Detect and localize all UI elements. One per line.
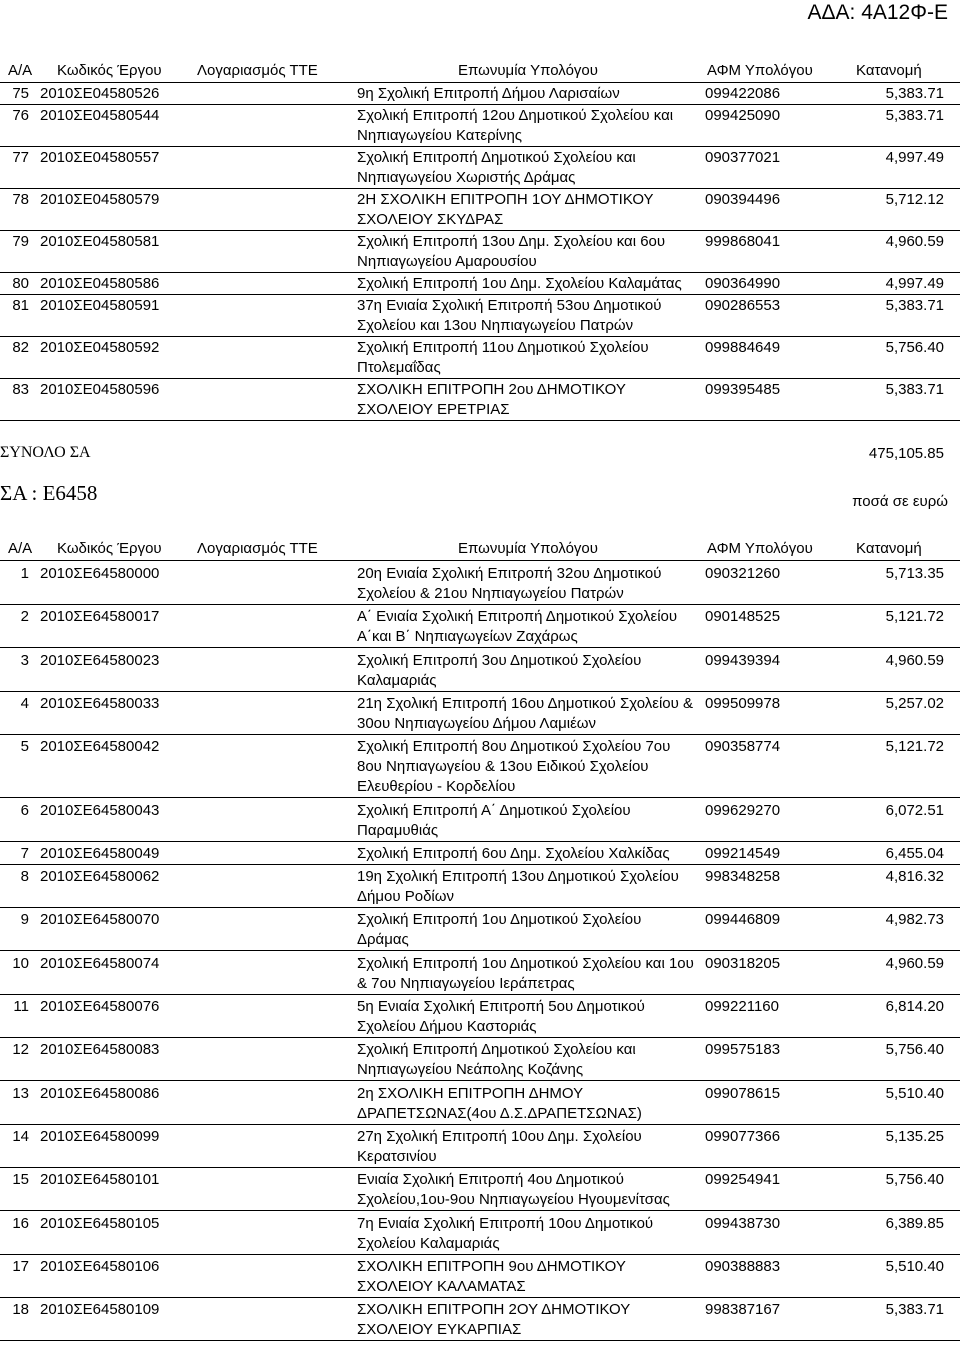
cell-aa: 14 <box>12 1127 29 1145</box>
cell-amount: 5,383.71 <box>885 1301 944 1319</box>
cell-aa: 13 <box>12 1084 29 1102</box>
cell-code: 2010ΣΕ04580557 <box>40 149 160 166</box>
cell-afm: 099446809 <box>705 911 781 929</box>
cell-afm: 099254941 <box>705 1171 781 1189</box>
cell-name-line: Δράμας <box>357 931 409 949</box>
cell-name-line: 20η Ενιαία Σχολική Επιτροπή 32ου Δημοτικού <box>357 565 662 582</box>
cell-afm: 090394496 <box>705 191 781 208</box>
table-row <box>0 1127 960 1168</box>
cell-code: 2010ΣΕ64580023 <box>40 651 160 669</box>
cell-amount: 5,383.71 <box>885 381 944 398</box>
cell-name <box>357 1040 702 1080</box>
cell-afm: 090364990 <box>705 275 781 292</box>
cell-code: 2010ΣΕ04580592 <box>40 339 160 356</box>
table-row <box>0 910 960 951</box>
total-label: ΣΥΝΟΛΟ ΣΑ <box>0 444 91 461</box>
cell-name-line: 2η ΣΧΟΛΙΚΗ ΕΠΙΤΡΟΠΗ ΔΗΜΟΥ <box>357 1084 584 1102</box>
cell-amount: 6,455.04 <box>885 844 944 862</box>
cell-code: 2010ΣΕ64580105 <box>40 1214 160 1232</box>
cell-code: 2010ΣΕ04580586 <box>40 275 160 292</box>
cell-code: 2010ΣΕ64580062 <box>40 868 160 886</box>
cell-amount: 5,756.40 <box>885 1171 944 1189</box>
cell-name-line: Νηπιαγωγείου Αμαρουσίου <box>357 253 537 270</box>
cell-code: 2010ΣΕ64580049 <box>40 844 160 862</box>
table-row <box>0 694 960 735</box>
cell-code: 2010ΣΕ04580596 <box>40 381 160 398</box>
table-row <box>0 844 960 865</box>
cell-name <box>357 84 702 104</box>
header-account: Λογαριασμός ΤΤΕ <box>197 62 318 79</box>
header-afm: ΑΦΜ Υπολόγου <box>707 62 813 79</box>
cell-code: 2010ΣΕ64580017 <box>40 608 160 626</box>
cell-amount: 4,997.49 <box>885 275 944 292</box>
cell-aa: 9 <box>20 911 29 929</box>
cell-afm: 099078615 <box>705 1084 781 1102</box>
cell-code: 2010ΣΕ64580070 <box>40 911 160 929</box>
cell-name <box>357 1214 702 1254</box>
table-row <box>0 106 960 147</box>
cell-name-line: Α΄και Β΄ Νηπιαγωγείων Ζαχάρως <box>357 628 578 646</box>
table-row <box>0 232 960 273</box>
cell-amount: 5,135.25 <box>885 1127 944 1145</box>
cell-aa: 4 <box>20 694 29 712</box>
cell-name-line: Σχολική Επιτροπή 1ου Δημοτικού Σχολείου <box>357 911 642 929</box>
cell-amount: 5,383.71 <box>885 85 944 102</box>
cell-afm: 090358774 <box>705 738 781 756</box>
cell-name-line: & 7ου Νηπιαγωγείου Ιεράπετρας <box>357 974 575 992</box>
cell-name-line: Σχολική Επιτροπή 3ου Δημοτικού Σχολείου <box>357 651 642 669</box>
table-row <box>0 1214 960 1255</box>
cell-name-line: 27η Σχολική Επιτροπή 10ου Δημ. Σχολείου <box>357 1127 642 1145</box>
cell-aa: 77 <box>12 149 29 166</box>
cell-aa: 10 <box>12 954 29 972</box>
cell-name <box>357 296 702 336</box>
cell-name-line: Δήμου Ροδίων <box>357 888 454 906</box>
cell-code: 2010ΣΕ64580000 <box>40 565 160 582</box>
cell-name <box>357 651 702 691</box>
cell-name <box>357 232 702 272</box>
cell-name-line: ΣΧΟΛΕΙΟΥ ΣΚΥΔΡΑΣ <box>357 211 504 228</box>
cell-name <box>357 867 702 907</box>
cell-afm: 090286553 <box>705 297 781 314</box>
table-row <box>0 1084 960 1125</box>
header-amount: Κατανομή <box>856 540 922 557</box>
cell-code: 2010ΣΕ04580544 <box>40 107 160 124</box>
cell-aa: 3 <box>20 651 29 669</box>
cell-afm: 099575183 <box>705 1041 781 1059</box>
header-code: Κωδικός Έργου <box>57 62 162 79</box>
cell-code: 2010ΣΕ64580074 <box>40 954 160 972</box>
table-row <box>0 954 960 995</box>
table-row <box>0 1170 960 1211</box>
cell-amount: 5,257.02 <box>885 694 944 712</box>
cell-amount: 5,121.72 <box>885 608 944 626</box>
cell-aa: 82 <box>12 339 29 356</box>
table-row <box>0 1257 960 1298</box>
cell-name-line: ΣΧΟΛΙΚΗ ΕΠΙΤΡΟΠΗ 9ου ΔΗΜΟΤΙΚΟΥ <box>357 1257 626 1275</box>
cell-name-line: 8ου Νηπιαγωγείου & 13ου Ειδικού Σχολείου <box>357 758 649 776</box>
cell-code: 2010ΣΕ64580083 <box>40 1041 160 1059</box>
unit-note: ποσά σε ευρώ <box>852 493 948 510</box>
cell-name <box>357 954 702 994</box>
header-name: Επωνυμία Υπολόγου <box>458 540 598 557</box>
cell-code: 2010ΣΕ04580581 <box>40 233 160 250</box>
table-row <box>0 380 960 421</box>
table-row <box>0 148 960 189</box>
cell-name-line: 19η Σχολική Επιτροπή 13ου Δημοτικού Σχολείου <box>357 868 679 886</box>
cell-name-line: 21η Σχολική Επιτροπή 16ου Δημοτικού Σχολείου & <box>357 694 693 712</box>
cell-name-line: Σχολείου και 13ου Νηπιαγωγείου Πατρών <box>357 317 634 334</box>
cell-name-line: Πτολεμαΐδας <box>357 359 441 376</box>
cell-amount: 4,982.73 <box>885 911 944 929</box>
cell-name <box>357 564 702 604</box>
table-row <box>0 564 960 605</box>
cell-amount: 5,383.71 <box>885 107 944 124</box>
table-row <box>0 737 960 798</box>
table-row <box>0 997 960 1038</box>
cell-aa: 12 <box>12 1041 29 1059</box>
cell-name-line: Κερατσινίου <box>357 1147 437 1165</box>
total-value: 475,105.85 <box>868 445 944 462</box>
cell-name-line: Ενιαία Σχολική Επιτροπή 4ου Δημοτικού <box>357 1171 624 1189</box>
cell-name-line: Νηπιαγωγείου Χωριστής Δράμας <box>357 169 576 186</box>
cell-aa: 1 <box>20 565 29 582</box>
cell-afm: 099884649 <box>705 339 781 356</box>
table-row <box>0 338 960 379</box>
cell-aa: 17 <box>12 1257 29 1275</box>
cell-name <box>357 737 702 797</box>
cell-name-line: Σχολική Επιτροπή 12ου Δημοτικού Σχολείου και <box>357 107 674 124</box>
table-row <box>0 296 960 337</box>
cell-code: 2010ΣΕ64580101 <box>40 1171 160 1189</box>
cell-name-line: Σχολική Επιτροπή 13ου Δημ. Σχολείου και 6ου <box>357 233 666 250</box>
cell-name-line: Σχολική Επιτροπή 11ου Δημοτικού Σχολείου <box>357 339 649 356</box>
cell-name-line: Σχολική Επιτροπή 1ου Δημοτικού Σχολείου και 1ου <box>357 954 694 972</box>
cell-aa: 83 <box>12 381 29 398</box>
cell-name-line: 7η Ενιαία Σχολική Επιτροπή 10ου Δημοτικού <box>357 1214 654 1232</box>
cell-name-line: ΣΧΟΛΙΚΗ ΕΠΙΤΡΟΠΗ 2ΟΥ ΔΗΜΟΤΙΚΟΥ <box>357 1301 631 1319</box>
cell-aa: 15 <box>12 1171 29 1189</box>
table-row <box>0 274 960 295</box>
cell-afm: 099425090 <box>705 107 781 124</box>
cell-name <box>357 1084 702 1124</box>
cell-name <box>357 910 702 950</box>
cell-code: 2010ΣΕ64580043 <box>40 801 160 819</box>
cell-aa: 75 <box>12 85 29 102</box>
cell-name-line: Σχολείου,1ου-9ου Νηπιαγωγείου Ηγουμενίτσας <box>357 1191 670 1209</box>
cell-amount: 4,997.49 <box>885 149 944 166</box>
cell-name <box>357 1127 702 1167</box>
cell-name <box>357 607 702 647</box>
cell-name-line: ΣΧΟΛΕΙΟΥ ΚΑΛΑΜΑΤΑΣ <box>357 1277 526 1295</box>
header-code: Κωδικός Έργου <box>57 540 162 557</box>
cell-afm: 099629270 <box>705 801 781 819</box>
cell-aa: 18 <box>12 1301 29 1319</box>
cell-amount: 5,121.72 <box>885 738 944 756</box>
table-row <box>0 607 960 648</box>
cell-aa: 79 <box>12 233 29 250</box>
cell-name <box>357 148 702 188</box>
cell-name <box>357 380 702 420</box>
cell-name-line: Σχολική Επιτροπή 6ου Δημ. Σχολείου Χαλκίδας <box>357 844 670 862</box>
table-row <box>0 651 960 692</box>
cell-amount: 6,814.20 <box>885 998 944 1015</box>
cell-amount: 6,389.85 <box>885 1214 944 1232</box>
cell-name-line: Σχολική Επιτροπή Α΄ Δημοτικού Σχολείου <box>357 801 631 819</box>
cell-amount: 5,756.40 <box>885 339 944 356</box>
cell-amount: 5,712.12 <box>885 191 944 208</box>
cell-aa: 8 <box>20 868 29 886</box>
cell-name <box>357 997 702 1037</box>
cell-name <box>357 694 702 734</box>
header-aa: Α/Α <box>8 540 33 557</box>
header-afm: ΑΦΜ Υπολόγου <box>707 540 813 557</box>
cell-amount: 5,713.35 <box>885 565 944 582</box>
cell-afm: 099395485 <box>705 381 781 398</box>
cell-name <box>357 844 702 864</box>
cell-afm: 090388883 <box>705 1257 781 1275</box>
cell-amount: 5,510.40 <box>885 1084 944 1102</box>
cell-code: 2010ΣΕ64580033 <box>40 694 160 712</box>
cell-code: 2010ΣΕ64580042 <box>40 738 160 756</box>
table-row <box>0 84 960 105</box>
cell-name-line: Ελευθερίου - Κορδελίου <box>357 778 516 796</box>
cell-amount: 4,816.32 <box>885 868 944 886</box>
cell-name-line: ΣΧΟΛΕΙΟΥ ΕΥΚΑΡΠΙΑΣ <box>357 1321 522 1339</box>
cell-code: 2010ΣΕ04580526 <box>40 85 160 102</box>
cell-name <box>357 801 702 841</box>
header-amount: Κατανομή <box>856 62 922 79</box>
cell-afm: 099422086 <box>705 85 781 102</box>
cell-name-line: 37η Ενιαία Σχολική Επιτροπή 53ου Δημοτικού <box>357 297 662 314</box>
cell-name-line: Καλαμαριάς <box>357 671 437 689</box>
cell-aa: 81 <box>12 297 29 314</box>
cell-code: 2010ΣΕ04580591 <box>40 297 160 314</box>
cell-name-line: Σχολική Επιτροπή 1ου Δημ. Σχολείου Καλαμάτας <box>357 275 682 292</box>
cell-name-line: 9η Σχολική Επιτροπή Δήμου Λαρισαίων <box>357 85 620 102</box>
cell-name <box>357 106 702 146</box>
cell-afm: 998387167 <box>705 1301 781 1319</box>
cell-name-line: Νηπιαγωγείου Κατερίνης <box>357 127 523 144</box>
cell-name-line: Σχολική Επιτροπή Δημοτικού Σχολείου και <box>357 149 636 166</box>
cell-name <box>357 1170 702 1210</box>
header-name: Επωνυμία Υπολόγου <box>458 62 598 79</box>
cell-afm: 090377021 <box>705 149 781 166</box>
cell-afm: 090148525 <box>705 608 781 626</box>
cell-afm: 099509978 <box>705 694 781 712</box>
table-row <box>0 1040 960 1081</box>
cell-afm: 090321260 <box>705 565 781 582</box>
cell-aa: 16 <box>12 1214 29 1232</box>
cell-aa: 6 <box>20 801 29 819</box>
section-title: ΣΑ : Ε6458 <box>0 481 98 505</box>
cell-amount: 4,960.59 <box>885 954 944 972</box>
cell-name <box>357 190 702 230</box>
cell-name-line: Σχολείου & 21ου Νηπιαγωγείου Πατρών <box>357 585 624 602</box>
cell-aa: 78 <box>12 191 29 208</box>
cell-aa: 7 <box>20 844 29 862</box>
cell-name-line: Α΄ Ενιαία Σχολική Επιτροπή Δημοτικού Σχολείου <box>357 608 678 626</box>
cell-name-line: Σχολική Επιτροπή Δημοτικού Σχολείου και <box>357 1041 636 1059</box>
cell-name-line: Νηπιαγωγείου Νεάπολης Κοζάνης <box>357 1061 584 1079</box>
cell-name <box>357 1257 702 1297</box>
cell-afm: 099221160 <box>705 998 779 1015</box>
header-aa: Α/Α <box>8 62 33 79</box>
cell-afm: 099214549 <box>705 844 781 862</box>
cell-code: 2010ΣΕ64580086 <box>40 1084 160 1102</box>
cell-amount: 6,072.51 <box>885 801 944 819</box>
cell-aa: 5 <box>20 738 29 756</box>
table-row <box>0 867 960 908</box>
cell-name-line: Σχολείου Καλαμαριάς <box>357 1234 500 1252</box>
cell-code: 2010ΣΕ64580099 <box>40 1127 160 1145</box>
cell-afm: 099438730 <box>705 1214 781 1232</box>
cell-amount: 5,756.40 <box>885 1041 944 1059</box>
cell-code: 2010ΣΕ04580579 <box>40 191 160 208</box>
document-id: ΑΔΑ: 4Α12Φ-Ε <box>807 1 948 24</box>
cell-name <box>357 1300 702 1340</box>
table-header-2 <box>0 540 960 561</box>
header-account: Λογαριασμός ΤΤΕ <box>197 540 318 557</box>
cell-afm: 999868041 <box>705 233 781 250</box>
cell-name-line: 5η Ενιαία Σχολική Επιτροπή 5ου Δημοτικού <box>357 998 645 1015</box>
cell-code: 2010ΣΕ64580076 <box>40 998 160 1015</box>
cell-name-line: 30ου Νηπιαγωγείου Δήμου Λαμιέων <box>357 714 596 732</box>
cell-code: 2010ΣΕ64580106 <box>40 1257 160 1275</box>
cell-name-line: Σχολείου Δήμου Καστοριάς <box>357 1018 537 1035</box>
cell-amount: 5,383.71 <box>885 297 944 314</box>
cell-name-line: ΔΡΑΠΕΤΣΩΝΑΣ(4ου Δ.Σ.ΔΡΑΠΕΤΣΩΝΑΣ) <box>357 1104 642 1122</box>
cell-amount: 4,960.59 <box>885 651 944 669</box>
cell-name-line: 2Η ΣΧΟΛΙΚΗ ΕΠΙΤΡΟΠΗ 1ΟΥ ΔΗΜΟΤΙΚΟΥ <box>357 191 654 208</box>
cell-name-line: ΣΧΟΛΙΚΗ ΕΠΙΤΡΟΠΗ 2ου ΔΗΜΟΤΙΚΟΥ <box>357 381 626 398</box>
cell-amount: 5,510.40 <box>885 1257 944 1275</box>
cell-name <box>357 338 702 378</box>
cell-aa: 11 <box>13 998 29 1015</box>
table-row <box>0 1300 960 1341</box>
cell-code: 2010ΣΕ64580109 <box>40 1301 160 1319</box>
cell-name-line: Σχολική Επιτροπή 8ου Δημοτικού Σχολείου 7ου <box>357 738 671 756</box>
cell-aa: 2 <box>20 608 29 626</box>
cell-aa: 80 <box>12 275 29 292</box>
table-row <box>0 801 960 842</box>
table-header <box>0 62 960 83</box>
cell-aa: 76 <box>12 107 29 124</box>
cell-name <box>357 274 702 294</box>
cell-amount: 4,960.59 <box>885 233 944 250</box>
table-row <box>0 190 960 231</box>
cell-afm: 099439394 <box>705 651 781 669</box>
cell-afm: 099077366 <box>705 1127 781 1145</box>
cell-name-line: Παραμυθιάς <box>357 821 439 839</box>
cell-afm: 998348258 <box>705 868 781 886</box>
cell-afm: 090318205 <box>705 954 781 972</box>
cell-name-line: ΣΧΟΛΕΙΟΥ ΕΡΕΤΡΙΑΣ <box>357 401 510 418</box>
